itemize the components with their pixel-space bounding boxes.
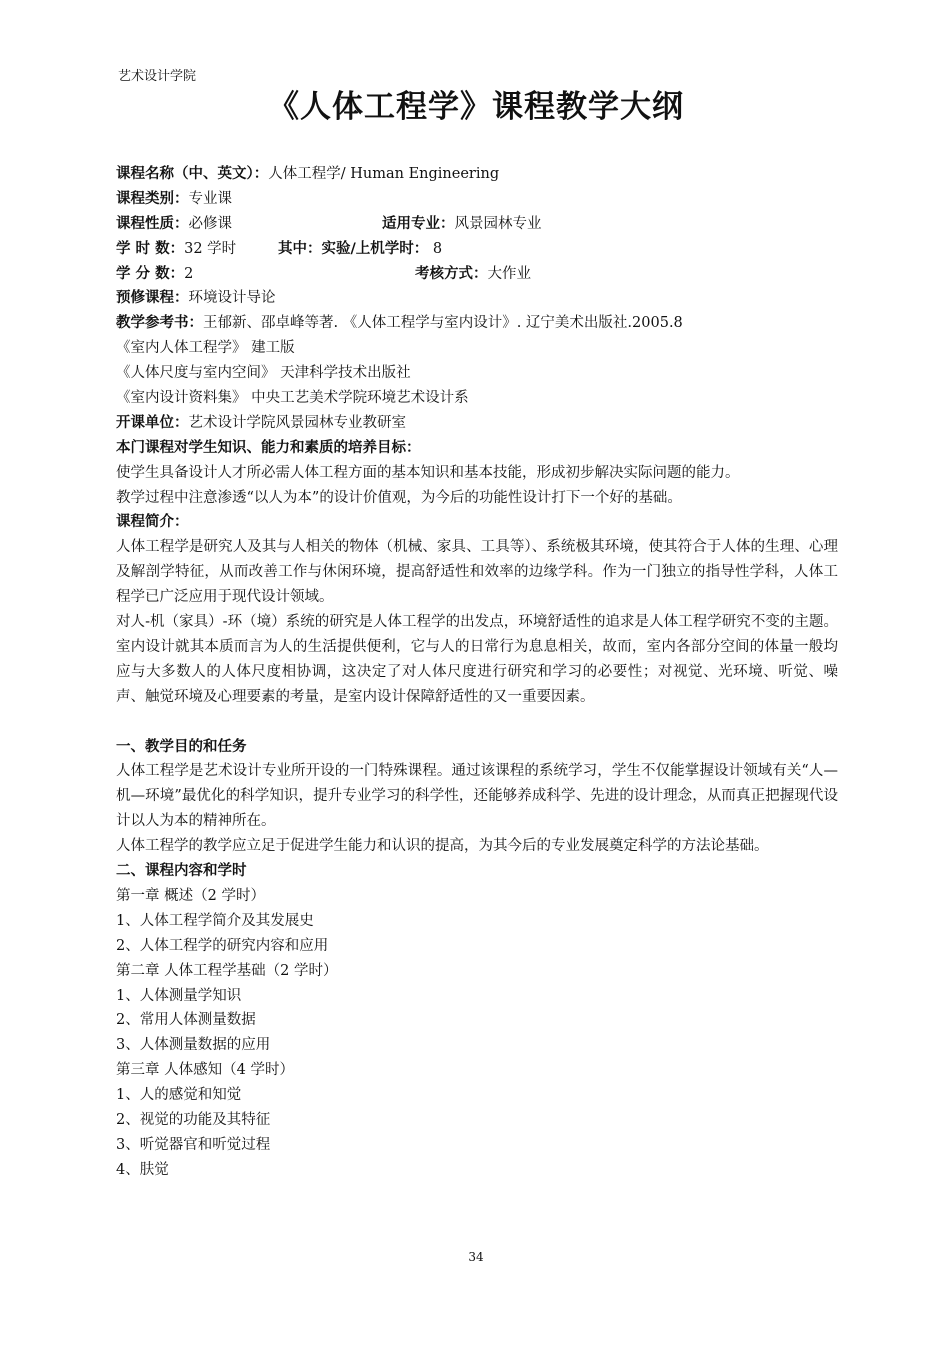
- references-label: 教学参考书：: [116, 315, 203, 332]
- hours-value: 32 学时: [184, 240, 237, 257]
- course-nature-row: [116, 212, 838, 237]
- credits-label: 学 分 数：: [116, 265, 185, 282]
- spacer: [116, 710, 838, 735]
- course-nature-label: 课程性质：: [116, 215, 189, 232]
- section2-heading: 二、课程内容和学时: [116, 863, 247, 880]
- intro-heading: 课程简介：: [116, 514, 189, 531]
- section1-paragraph: 人体工程学是艺术设计专业所开设的一门特殊课程。通过该课程的系统学习，学生不仅能掌握设计领域有关“人—机—环境”最优化的科学知识，提升专业学习的科学性，还能够养成科学、先进的设计理念，从而真正把握现代设计以人为本的精神所在。: [116, 763, 838, 830]
- assessment-value: 大作业: [487, 265, 531, 282]
- objectives-heading: 本门课程对学生知识、能力和素质的培养目标：: [116, 439, 421, 456]
- course-category-value: 专业课: [188, 190, 232, 207]
- document-title: 《人体工程学》课程教学大纲: [268, 89, 684, 125]
- section1-heading: 一、教学目的和任务: [116, 738, 247, 755]
- syllabus-item: 1、人的感觉和知觉: [116, 1087, 242, 1104]
- syllabus-item: 第一章 概述（2 学时）: [116, 888, 265, 904]
- hours-label: 学 时 数：: [116, 240, 185, 257]
- references-row: [116, 311, 838, 336]
- syllabus-item: 1、人体测量学知识: [116, 987, 242, 1004]
- department-label: 开课单位：: [116, 414, 189, 431]
- document-body: [116, 162, 838, 1183]
- department-value: 艺术设计学院风景园林专业教研室: [188, 414, 406, 431]
- reference-item: 《室内设计资料集》 中央工艺美术学院环境艺术设计系: [116, 390, 469, 407]
- objectives-line: 教学过程中注意渗透“以人为本”的设计价值观，为今后的功能性设计打下一个好的基础。: [116, 489, 682, 506]
- course-category-label: 课程类别：: [116, 190, 189, 207]
- hours-row: [116, 237, 838, 262]
- reference-item: 《人体尺度与室内空间》 天津科学技术出版社: [116, 365, 411, 382]
- syllabus-item: 第二章 人体工程学基础（2 学时）: [116, 962, 338, 979]
- course-name-label: 课程名称（中、英文）：: [116, 166, 269, 182]
- syllabus-item: 1、人体工程学简介及其发展史: [116, 912, 314, 929]
- course-nature-value: 必修课: [188, 215, 232, 232]
- major-value: 风景园林专业: [454, 215, 542, 232]
- credits-value: 2: [184, 265, 194, 282]
- assessment-label: 考核方式：: [415, 265, 488, 282]
- course-nature-cell: [116, 212, 382, 237]
- prerequisite-value: 环境设计导论: [188, 290, 276, 307]
- credits-cell: [116, 262, 415, 287]
- credits-row: [116, 262, 838, 287]
- reference-item: 《室内人体工程学》 建工版: [116, 340, 295, 357]
- course-name-value: 人体工程学/ Human Engineering: [268, 166, 500, 182]
- syllabus-item: 3、听觉器官和听觉过程: [116, 1136, 271, 1153]
- lab-hours-label: 其中：实验/上机学时：: [278, 240, 429, 257]
- hours-cell: [116, 237, 278, 262]
- intro-paragraph: 对人-机（家具）-环（境）系统的研究是人体工程学的出发点，环境舒适性的追求是人体工程学研究不变的主题。室内设计就其本质而言为人的生活提供便利，它与人的日常行为息息相关，故而，室内各部分空间的体量一般均应与大多数人的人体尺度相协调，这决定了对人体尺度进行研究和学习的必要性；对视觉、光环境、听觉、噪声、触觉环境及心理要素的考量，是室内设计保障舒适性的又一重要因素。: [116, 614, 838, 705]
- references-value: 王郁新、邵卓峰等著. 《人体工程学与室内设计》. 辽宁美术出版社.2005.8: [203, 315, 683, 332]
- intro-paragraph: 人体工程学是研究人及其与人相关的物体（机械、家具、工具等）、系统极其环境，使其符合于人体的生理、心理及解剖学特征，从而改善工作与休闲环境，提高舒适性和效率的边缘学科。作为一门独立的指导性学科，人体工程学已广泛应用于现代设计领域。: [116, 539, 838, 606]
- syllabus-item: 3、人体测量数据的应用: [116, 1037, 271, 1054]
- prerequisite-label: 预修课程：: [116, 290, 189, 307]
- page-number: 34: [468, 1250, 484, 1264]
- institution-header: 艺术设计学院: [118, 69, 197, 84]
- major-label: 适用专业：: [382, 215, 455, 232]
- department-row: [116, 411, 838, 436]
- course-category-row: [116, 187, 838, 212]
- syllabus-item: 2、人体工程学的研究内容和应用: [116, 937, 329, 954]
- syllabus-item: 2、常用人体测量数据: [116, 1012, 256, 1029]
- syllabus-item: 2、视觉的功能及其特征: [116, 1112, 271, 1129]
- lab-hours-value: 8: [428, 240, 443, 257]
- section1-paragraph: 人体工程学的教学应立足于促进学生能力和认识的提高，为其今后的专业发展奠定科学的方法论基础。: [116, 838, 769, 855]
- syllabus-item: 第三章 人体感知（4 学时）: [116, 1062, 294, 1079]
- objectives-line: 使学生具备设计人才所必需人体工程方面的基本知识和基本技能，形成初步解决实际问题的能力。: [116, 464, 740, 481]
- course-name-row: [116, 162, 838, 187]
- prerequisite-row: [116, 286, 838, 311]
- syllabus-item: 4、肤觉: [116, 1161, 169, 1178]
